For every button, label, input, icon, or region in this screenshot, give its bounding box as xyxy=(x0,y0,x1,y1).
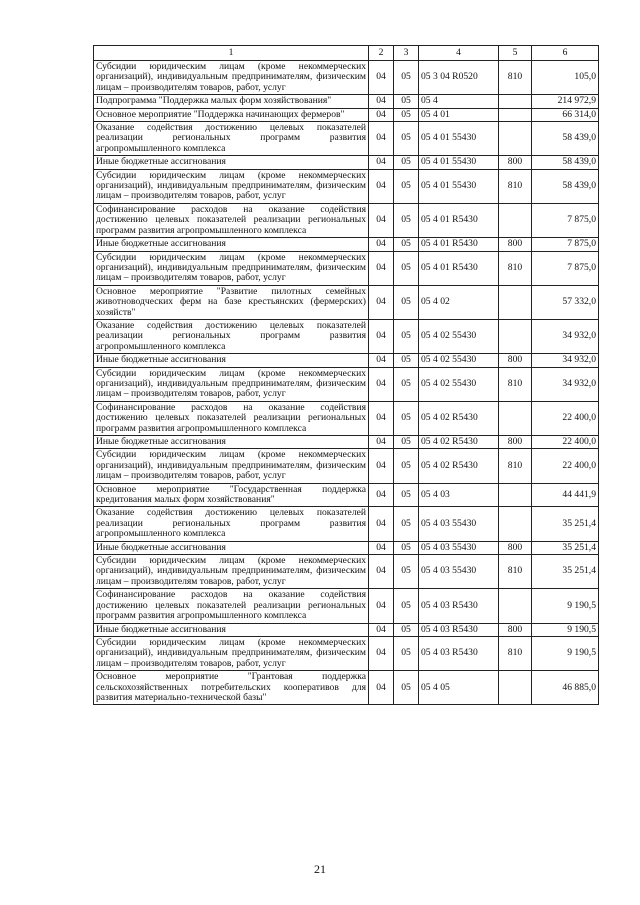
table-row xyxy=(94,61,599,95)
cell-csr: 05 4 01 R5430 xyxy=(419,251,499,285)
cell-name: Субсидии юридическим лицам (кроме некоммерческих организаций), индивидуальным предпринимателям, физическим лицам – производителям товаров, работ, услуг xyxy=(94,169,369,203)
cell-rz: 04 xyxy=(369,636,394,670)
cell-vr xyxy=(499,401,532,435)
cell-pr: 05 xyxy=(394,156,419,169)
cell-vr xyxy=(499,108,532,121)
cell-csr: 05 4 01 R5430 xyxy=(419,203,499,237)
cell-rz: 04 xyxy=(369,156,394,169)
cell-pr: 05 xyxy=(394,319,419,353)
cell-sum: 46 885,0 xyxy=(532,671,599,705)
cell-pr: 05 xyxy=(394,238,419,251)
cell-csr: 05 4 02 R5430 xyxy=(419,401,499,435)
cell-sum: 35 251,4 xyxy=(532,541,599,554)
cell-rz: 04 xyxy=(369,203,394,237)
cell-sum: 34 932,0 xyxy=(532,354,599,367)
page-number: 21 xyxy=(314,862,326,876)
cell-pr: 05 xyxy=(394,555,419,589)
cell-sum: 22 400,0 xyxy=(532,449,599,483)
table-row xyxy=(94,238,599,251)
cell-csr: 05 4 03 R5430 xyxy=(419,636,499,670)
cell-name: Софинансирование расходов на оказание содействия достижению целевых показателей реализации региональных программ развития агропромышленного комплекса xyxy=(94,589,369,623)
cell-sum: 35 251,4 xyxy=(532,507,599,541)
cell-vr xyxy=(499,507,532,541)
cell-rz: 04 xyxy=(369,541,394,554)
table-row xyxy=(94,156,599,169)
header-cell-vr: 5 xyxy=(499,46,532,61)
cell-pr: 05 xyxy=(394,95,419,108)
cell-rz: 04 xyxy=(369,507,394,541)
cell-pr: 05 xyxy=(394,169,419,203)
cell-pr: 05 xyxy=(394,541,419,554)
cell-vr xyxy=(499,203,532,237)
cell-pr: 05 xyxy=(394,671,419,705)
cell-rz: 04 xyxy=(369,555,394,589)
table-row xyxy=(94,623,599,636)
cell-csr: 05 4 03 xyxy=(419,483,499,507)
table-row xyxy=(94,671,599,705)
cell-rz: 04 xyxy=(369,95,394,108)
cell-name: Иные бюджетные ассигнования xyxy=(94,156,369,169)
cell-csr: 05 4 05 xyxy=(419,671,499,705)
table-row xyxy=(94,354,599,367)
cell-name: Субсидии юридическим лицам (кроме некоммерческих организаций), индивидуальным предпринимателям, физическим лицам – производителям товаров, работ, услуг xyxy=(94,555,369,589)
table-row xyxy=(94,636,599,670)
cell-name: Субсидии юридическим лицам (кроме некоммерческих организаций), индивидуальным предпринимателям, физическим лицам – производителям товаров, работ, услуг xyxy=(94,636,369,670)
cell-sum: 57 332,0 xyxy=(532,285,599,319)
cell-rz: 04 xyxy=(369,354,394,367)
cell-rz: 04 xyxy=(369,367,394,401)
table-row xyxy=(94,507,599,541)
cell-rz: 04 xyxy=(369,449,394,483)
cell-csr: 05 4 01 R5430 xyxy=(419,238,499,251)
cell-csr: 05 4 03 55430 xyxy=(419,541,499,554)
cell-rz: 04 xyxy=(369,436,394,449)
cell-sum: 7 875,0 xyxy=(532,203,599,237)
cell-sum: 22 400,0 xyxy=(532,401,599,435)
cell-name: Субсидии юридическим лицам (кроме некоммерческих организаций), индивидуальным предпринимателям, физическим лицам – производителям товаров, работ, услуг xyxy=(94,251,369,285)
cell-vr xyxy=(499,95,532,108)
cell-rz: 04 xyxy=(369,671,394,705)
table-row xyxy=(94,122,599,156)
header-cell-pr: 3 xyxy=(394,46,419,61)
cell-csr: 05 4 03 55430 xyxy=(419,507,499,541)
cell-name: Основное мероприятие "Поддержка начинающих фермеров" xyxy=(94,108,369,121)
cell-name: Иные бюджетные ассигнования xyxy=(94,623,369,636)
cell-rz: 04 xyxy=(369,401,394,435)
cell-pr: 05 xyxy=(394,108,419,121)
table-row xyxy=(94,108,599,121)
cell-pr: 05 xyxy=(394,285,419,319)
table-body xyxy=(94,46,599,705)
table-row xyxy=(94,319,599,353)
header-cell-name: 1 xyxy=(94,46,369,61)
cell-vr: 810 xyxy=(499,555,532,589)
cell-name: Иные бюджетные ассигнования xyxy=(94,238,369,251)
table-row xyxy=(94,589,599,623)
cell-sum: 7 875,0 xyxy=(532,238,599,251)
cell-rz: 04 xyxy=(369,623,394,636)
cell-name: Субсидии юридическим лицам (кроме некоммерческих организаций), индивидуальным предпринимателям, физическим лицам – производителям товаров, работ, услуг xyxy=(94,61,369,95)
budget-table xyxy=(93,45,599,705)
header-cell-rz: 2 xyxy=(369,46,394,61)
cell-vr: 810 xyxy=(499,169,532,203)
cell-name: Софинансирование расходов на оказание содействия достижению целевых показателей реализации региональных программ развития агропромышленного комплекса xyxy=(94,401,369,435)
cell-pr: 05 xyxy=(394,122,419,156)
cell-sum: 105,0 xyxy=(532,61,599,95)
cell-rz: 04 xyxy=(369,251,394,285)
cell-rz: 04 xyxy=(369,319,394,353)
cell-pr: 05 xyxy=(394,449,419,483)
table-row xyxy=(94,483,599,507)
table-row xyxy=(94,251,599,285)
cell-csr: 05 4 01 55430 xyxy=(419,122,499,156)
cell-pr: 05 xyxy=(394,203,419,237)
cell-sum: 7 875,0 xyxy=(532,251,599,285)
header-row xyxy=(94,46,599,61)
cell-pr: 05 xyxy=(394,367,419,401)
table-row xyxy=(94,169,599,203)
cell-csr: 05 4 03 R5430 xyxy=(419,589,499,623)
cell-vr: 800 xyxy=(499,238,532,251)
cell-sum: 214 972,9 xyxy=(532,95,599,108)
cell-sum: 22 400,0 xyxy=(532,436,599,449)
cell-name: Основное мероприятие "Развитие пилотных семейных животноводческих ферм на базе крестьянских (фермерских) хозяйств" xyxy=(94,285,369,319)
cell-csr: 05 4 02 55430 xyxy=(419,319,499,353)
cell-csr: 05 4 03 R5430 xyxy=(419,623,499,636)
cell-sum: 9 190,5 xyxy=(532,636,599,670)
cell-name: Субсидии юридическим лицам (кроме некоммерческих организаций), индивидуальным предпринимателям, физическим лицам – производителям товаров, работ, услуг xyxy=(94,367,369,401)
cell-sum: 58 439,0 xyxy=(532,156,599,169)
cell-rz: 04 xyxy=(369,285,394,319)
cell-name: Оказание содействия достижению целевых показателей реализации региональных программ развития агропромышленного комплекса xyxy=(94,319,369,353)
cell-pr: 05 xyxy=(394,436,419,449)
cell-vr xyxy=(499,483,532,507)
cell-pr: 05 xyxy=(394,636,419,670)
cell-rz: 04 xyxy=(369,238,394,251)
cell-pr: 05 xyxy=(394,251,419,285)
cell-sum: 44 441,9 xyxy=(532,483,599,507)
cell-vr xyxy=(499,589,532,623)
cell-sum: 58 439,0 xyxy=(532,122,599,156)
cell-name: Субсидии юридическим лицам (кроме некоммерческих организаций), индивидуальным предпринимателям, физическим лицам – производителям товаров, работ, услуг xyxy=(94,449,369,483)
cell-sum: 9 190,5 xyxy=(532,623,599,636)
cell-sum: 35 251,4 xyxy=(532,555,599,589)
cell-pr: 05 xyxy=(394,354,419,367)
cell-rz: 04 xyxy=(369,108,394,121)
cell-rz: 04 xyxy=(369,589,394,623)
cell-vr: 810 xyxy=(499,61,532,95)
table-row xyxy=(94,436,599,449)
cell-csr: 05 4 02 R5430 xyxy=(419,436,499,449)
cell-name: Иные бюджетные ассигнования xyxy=(94,354,369,367)
cell-name: Иные бюджетные ассигнования xyxy=(94,436,369,449)
cell-vr xyxy=(499,285,532,319)
cell-sum: 34 932,0 xyxy=(532,319,599,353)
cell-name: Оказание содействия достижению целевых показателей реализации региональных программ развития агропромышленного комплекса xyxy=(94,507,369,541)
cell-vr: 800 xyxy=(499,156,532,169)
cell-vr xyxy=(499,671,532,705)
cell-csr: 05 4 xyxy=(419,95,499,108)
cell-name: Иные бюджетные ассигнования xyxy=(94,541,369,554)
cell-rz: 04 xyxy=(369,122,394,156)
table-row xyxy=(94,449,599,483)
cell-vr: 810 xyxy=(499,251,532,285)
cell-rz: 04 xyxy=(369,169,394,203)
cell-csr: 05 4 01 55430 xyxy=(419,169,499,203)
header-cell-csr: 4 xyxy=(419,46,499,61)
header-cell-sum: 6 xyxy=(532,46,599,61)
cell-name: Оказание содействия достижению целевых показателей реализации региональных программ развития агропромышленного комплекса xyxy=(94,122,369,156)
cell-pr: 05 xyxy=(394,623,419,636)
cell-pr: 05 xyxy=(394,589,419,623)
cell-csr: 05 4 02 55430 xyxy=(419,367,499,401)
table-row xyxy=(94,541,599,554)
cell-sum: 58 439,0 xyxy=(532,169,599,203)
cell-vr: 800 xyxy=(499,541,532,554)
cell-sum: 9 190,5 xyxy=(532,589,599,623)
cell-vr: 800 xyxy=(499,623,532,636)
cell-vr xyxy=(499,122,532,156)
cell-name: Основное мероприятие "Грантовая поддержка сельскохозяйственных потребительских кооперативов для развития материально-технической базы" xyxy=(94,671,369,705)
cell-pr: 05 xyxy=(394,401,419,435)
cell-name: Подпрограмма "Поддержка малых форм хозяйствования" xyxy=(94,95,369,108)
cell-rz: 04 xyxy=(369,61,394,95)
cell-csr: 05 4 02 55430 xyxy=(419,354,499,367)
table-row xyxy=(94,367,599,401)
table-row xyxy=(94,203,599,237)
cell-vr: 810 xyxy=(499,449,532,483)
cell-csr: 05 4 02 R5430 xyxy=(419,449,499,483)
cell-vr: 800 xyxy=(499,354,532,367)
cell-csr: 05 4 01 xyxy=(419,108,499,121)
cell-vr: 800 xyxy=(499,436,532,449)
cell-csr: 05 3 04 R0520 xyxy=(419,61,499,95)
cell-name: Основное мероприятие "Государственная поддержка кредитования малых форм хозяйствования" xyxy=(94,483,369,507)
cell-sum: 34 932,0 xyxy=(532,367,599,401)
table-row xyxy=(94,285,599,319)
cell-vr: 810 xyxy=(499,367,532,401)
cell-csr: 05 4 02 xyxy=(419,285,499,319)
cell-sum: 66 314,0 xyxy=(532,108,599,121)
cell-name: Софинансирование расходов на оказание содействия достижению целевых показателей реализации региональных программ развития агропромышленного комплекса xyxy=(94,203,369,237)
table-row xyxy=(94,555,599,589)
table-row xyxy=(94,95,599,108)
cell-csr: 05 4 03 55430 xyxy=(419,555,499,589)
cell-pr: 05 xyxy=(394,507,419,541)
cell-pr: 05 xyxy=(394,61,419,95)
table-row xyxy=(94,401,599,435)
cell-rz: 04 xyxy=(369,483,394,507)
cell-csr: 05 4 01 55430 xyxy=(419,156,499,169)
cell-vr: 810 xyxy=(499,636,532,670)
cell-pr: 05 xyxy=(394,483,419,507)
cell-vr xyxy=(499,319,532,353)
